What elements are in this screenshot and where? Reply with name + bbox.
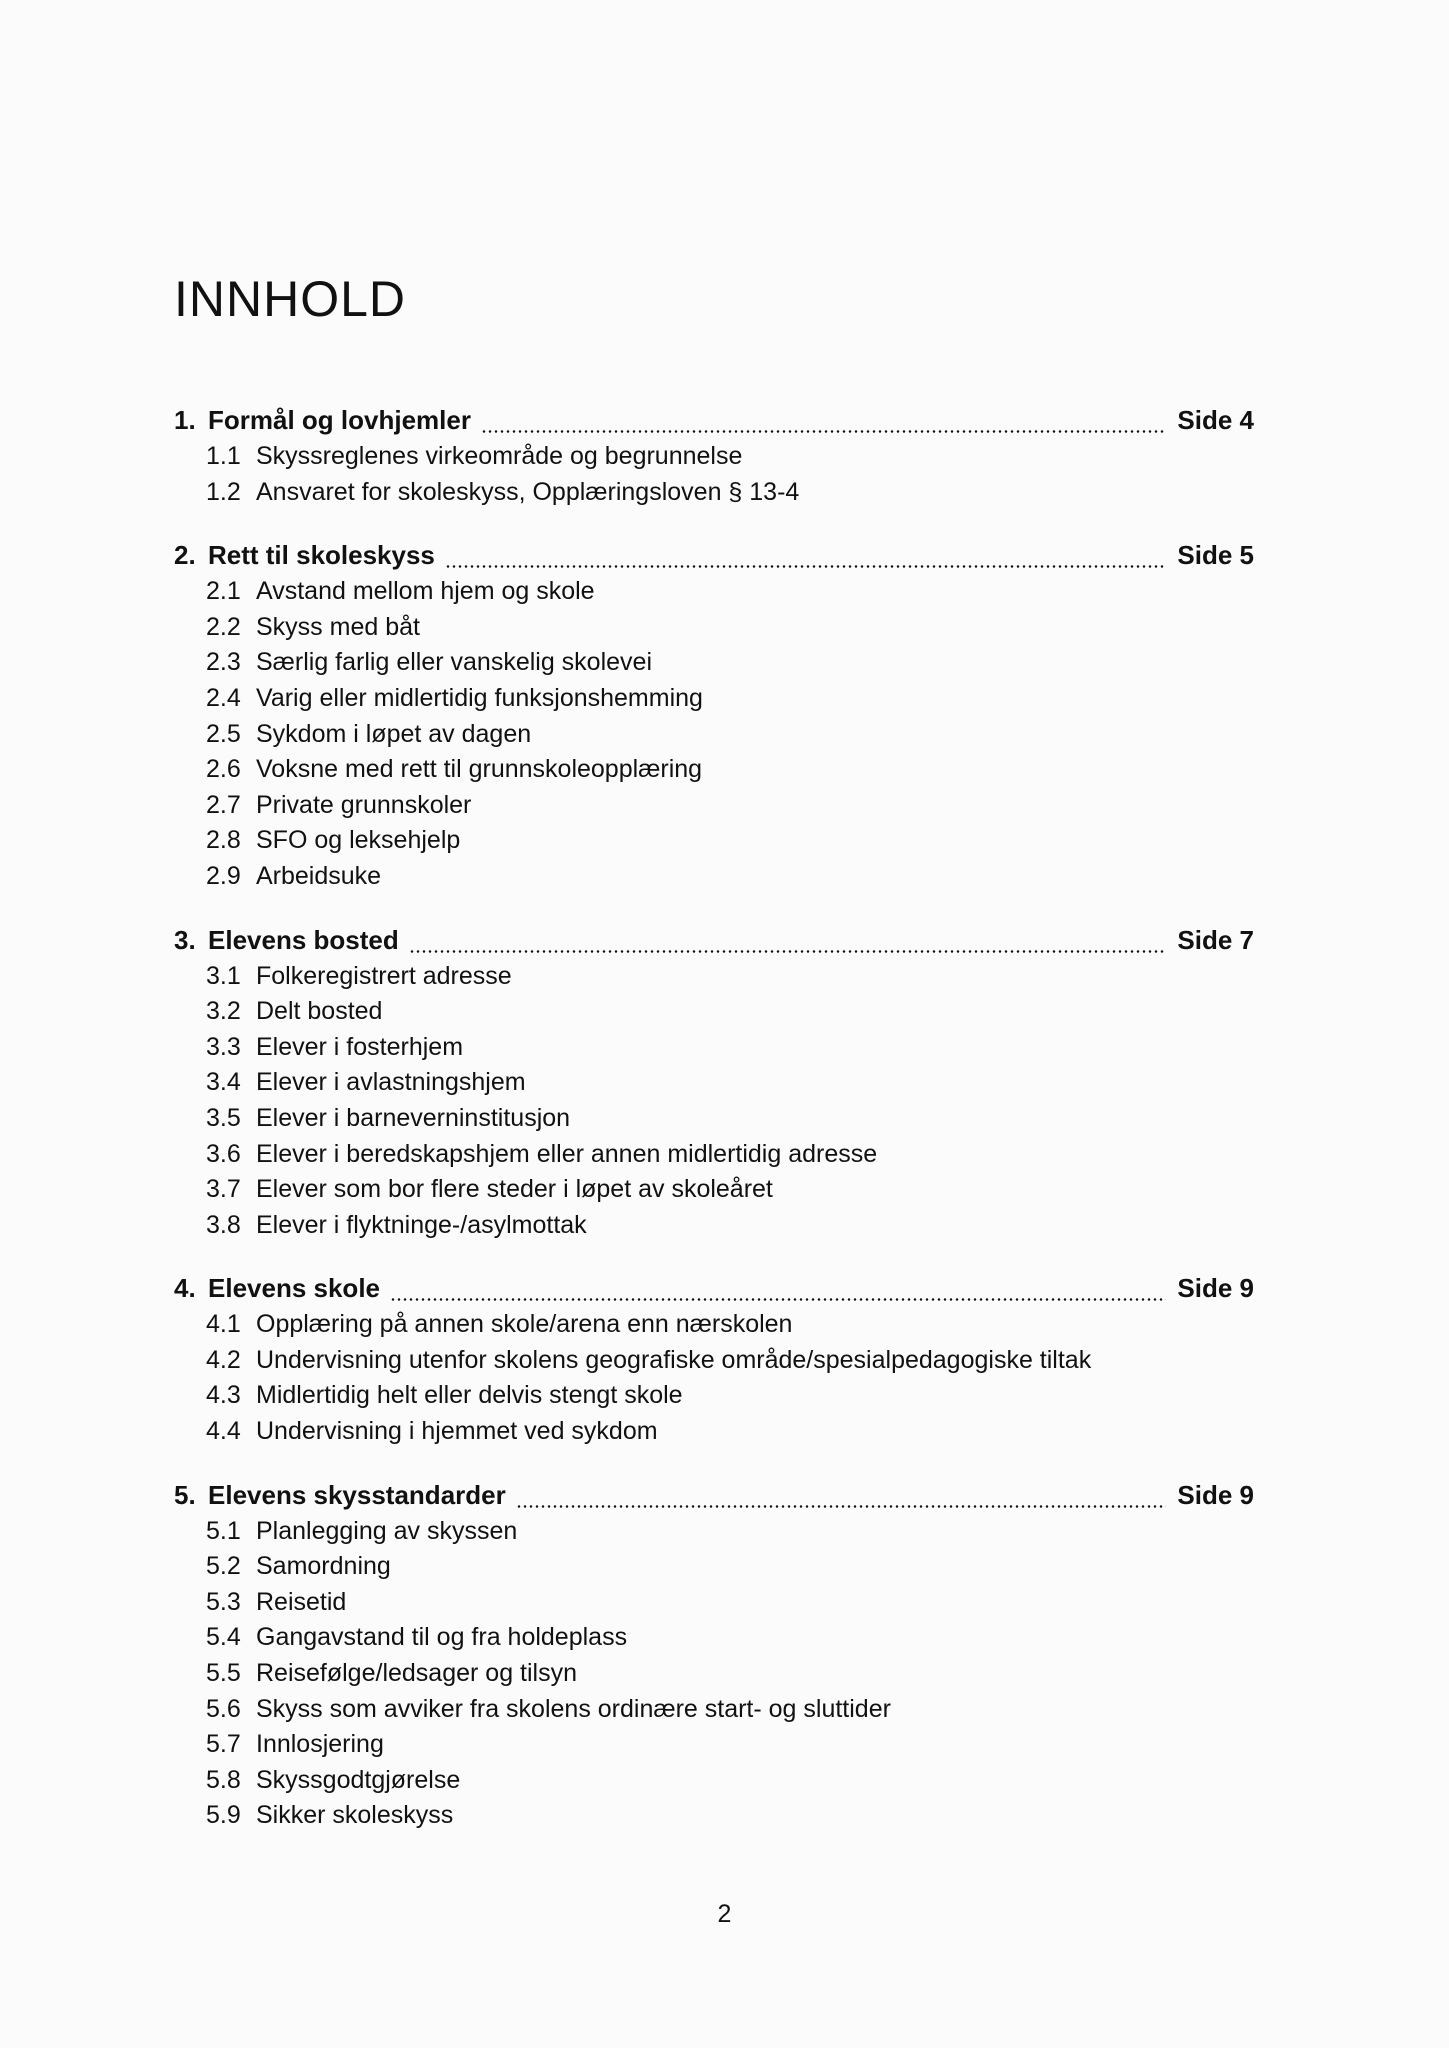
subitem-number: 1.1: [206, 442, 241, 470]
toc-section: [174, 1273, 1254, 1452]
toc-subitem: [174, 826, 1254, 862]
section-page-ref: Side 5: [1177, 540, 1254, 571]
subitem-number: 4.1: [206, 1310, 241, 1339]
toc-subitem: [174, 862, 1254, 898]
subitem-title: Voksne med rett til grunnskoleopplæring: [256, 755, 703, 784]
subitem-number: 4.4: [206, 1417, 241, 1446]
subitem-title: Ansvaret for skoleskyss, Opplæringsloven § 13-4: [256, 477, 800, 506]
subitem-number: 2.8: [206, 826, 241, 855]
subitem-title: Elever i avlastningshjem: [256, 1068, 526, 1097]
toc-section: [174, 405, 1254, 513]
toc-subitem: [174, 997, 1254, 1033]
section-page-ref: Side 9: [1177, 1273, 1254, 1304]
toc-subitem: [174, 1730, 1254, 1766]
section-title: Elevens skole: [208, 1273, 380, 1304]
toc-subitem: [174, 720, 1254, 756]
toc-subitem: [174, 1033, 1254, 1069]
subitem-title: Arbeidsuke: [256, 861, 382, 890]
subitem-title: Undervisning i hjemmet ved sykdom: [256, 1417, 658, 1446]
subitem-title: Særlig farlig eller vanskelig skolevei: [256, 648, 652, 677]
subitem-number: 3.2: [206, 997, 241, 1026]
subitem-title: Reisefølge/ledsager og tilsyn: [256, 1659, 577, 1688]
subitem-number: 5.8: [206, 1765, 241, 1794]
section-page-ref: Side 9: [1177, 1479, 1254, 1510]
subitem-title: Skyss som avviker fra skolens ordinære start- og sluttider: [256, 1694, 891, 1723]
subitem-number: 2.4: [206, 683, 241, 712]
subitem-number: 3.1: [206, 961, 241, 990]
toc-subitem: [174, 962, 1254, 998]
toc-subitem: [174, 755, 1254, 791]
subitem-title: Samordning: [256, 1552, 391, 1581]
section-title: Elevens skysstandarder: [208, 1479, 506, 1510]
toc-heading-row: [174, 540, 1254, 577]
subitem-number: 5.3: [206, 1587, 241, 1616]
subitem-number: 2.1: [206, 577, 241, 606]
toc-subitem: [174, 1766, 1254, 1802]
subitem-number: 5.2: [206, 1552, 241, 1581]
subitem-number: 5.7: [206, 1730, 241, 1759]
subitem-title: SFO og leksehjelp: [256, 826, 461, 855]
section-number: 2.: [174, 540, 196, 571]
section-title: Rett til skoleskyss: [208, 540, 435, 571]
subitem-number: 3.8: [206, 1210, 241, 1239]
section-title: Formål og lovhjemler: [208, 405, 471, 435]
subitem-title: Delt bosted: [256, 997, 383, 1026]
toc-subitem: [174, 1140, 1254, 1176]
subitem-title: Planlegging av skyssen: [256, 1516, 518, 1545]
subitem-number: 4.2: [206, 1345, 241, 1374]
subitem-number: 2.3: [206, 648, 241, 677]
dot-leader: [481, 430, 1166, 433]
toc-subitem: [174, 1801, 1254, 1837]
toc-subitem: [174, 1381, 1254, 1417]
subitem-number: 2.7: [206, 790, 241, 819]
dot-leader: [445, 565, 1166, 568]
subitem-number: 3.5: [206, 1103, 241, 1132]
subitem-title: Midlertidig helt eller delvis stengt skole: [256, 1381, 683, 1410]
toc-subitem: [174, 1068, 1254, 1104]
dot-leader: [516, 1505, 1166, 1508]
toc-subitem: [174, 577, 1254, 613]
dot-leader: [409, 950, 1166, 953]
toc-subitem: [174, 1417, 1254, 1453]
toc-subitem: [174, 613, 1254, 649]
toc-subitem: [174, 1588, 1254, 1624]
toc-subitem: [174, 1211, 1254, 1247]
section-number: 5.: [174, 1479, 196, 1510]
toc-subitem: [174, 1310, 1254, 1346]
page-title: INNHOLD: [174, 271, 407, 327]
toc-subitem: [174, 1175, 1254, 1211]
subitem-number: 3.6: [206, 1139, 241, 1168]
toc-subitem: [174, 791, 1254, 827]
subitem-title: Folkeregistrert adresse: [256, 961, 512, 990]
subitem-number: 1.2: [206, 477, 241, 506]
toc-heading-row: [174, 1273, 1254, 1310]
toc-subitem: [174, 1623, 1254, 1659]
subitem-number: 5.6: [206, 1694, 241, 1723]
subitem-title: Avstand mellom hjem og skole: [256, 577, 595, 606]
subitem-number: 3.4: [206, 1068, 241, 1097]
section-number: 1.: [174, 405, 196, 435]
section-page-ref: Side 7: [1177, 924, 1254, 955]
section-page-ref: Side 4: [1177, 405, 1254, 435]
dot-leader: [390, 1298, 1166, 1301]
toc-subitem: [174, 648, 1254, 684]
subitem-title: Opplæring på annen skole/arena enn nærskolen: [256, 1310, 793, 1339]
toc-section: [174, 540, 1254, 897]
subitem-number: 3.3: [206, 1032, 241, 1061]
subitem-title: Gangavstand til og fra holdeplass: [256, 1623, 628, 1652]
subitem-number: 2.6: [206, 755, 241, 784]
subitem-number: 5.1: [206, 1516, 241, 1545]
toc-subitem: [174, 1346, 1254, 1382]
table-of-contents: [174, 405, 1254, 1864]
subitem-number: 5.9: [206, 1801, 241, 1830]
page-number: 2: [717, 1900, 732, 1928]
subitem-title: Skyssreglenes virkeområde og begrunnelse: [256, 442, 743, 470]
toc-subitem: [174, 478, 1254, 514]
subitem-title: Innlosjering: [256, 1730, 384, 1759]
subitem-number: 4.3: [206, 1381, 241, 1410]
toc-subitem: [174, 684, 1254, 720]
subitem-number: 5.5: [206, 1659, 241, 1688]
subitem-number: 2.2: [206, 612, 241, 641]
subitem-title: Private grunnskoler: [256, 790, 472, 819]
subitem-title: Elever som bor flere steder i løpet av skoleåret: [256, 1175, 773, 1204]
subitem-title: Sykdom i løpet av dagen: [256, 719, 532, 748]
toc-subitem: [174, 1552, 1254, 1588]
toc-heading-row: [174, 925, 1254, 962]
subitem-title: Elever i beredskapshjem eller annen midlertidig adresse: [256, 1139, 878, 1168]
subitem-number: 5.4: [206, 1623, 241, 1652]
toc-subitem: [174, 1659, 1254, 1695]
section-number: 3.: [174, 924, 196, 955]
section-title: Elevens bosted: [208, 924, 399, 955]
section-number: 4.: [174, 1273, 196, 1304]
subitem-number: 2.5: [206, 719, 241, 748]
toc-subitem: [174, 1104, 1254, 1140]
toc-section: [174, 925, 1254, 1247]
toc-subitem: [174, 1517, 1254, 1553]
subitem-number: 3.7: [206, 1175, 241, 1204]
subitem-title: Undervisning utenfor skolens geografiske område/spesialpedagogiske tiltak: [256, 1345, 1092, 1374]
toc-subitem: [174, 442, 1254, 478]
subitem-number: 2.9: [206, 861, 241, 890]
toc-subitem: [174, 1695, 1254, 1731]
toc-heading-row: [174, 405, 1254, 442]
subitem-title: Skyss med båt: [256, 612, 420, 641]
subitem-title: Elever i fosterhjem: [256, 1032, 464, 1061]
subitem-title: Reisetid: [256, 1587, 347, 1616]
toc-heading-row: [174, 1480, 1254, 1517]
subitem-title: Skyssgodtgjørelse: [256, 1765, 461, 1794]
subitem-title: Elever i flyktninge-/asylmottak: [256, 1210, 587, 1239]
subitem-title: Elever i barneverninstitusjon: [256, 1103, 571, 1132]
subitem-title: Sikker skoleskyss: [256, 1801, 454, 1830]
toc-section: [174, 1480, 1254, 1837]
subitem-title: Varig eller midlertidig funksjonshemming: [256, 683, 703, 712]
